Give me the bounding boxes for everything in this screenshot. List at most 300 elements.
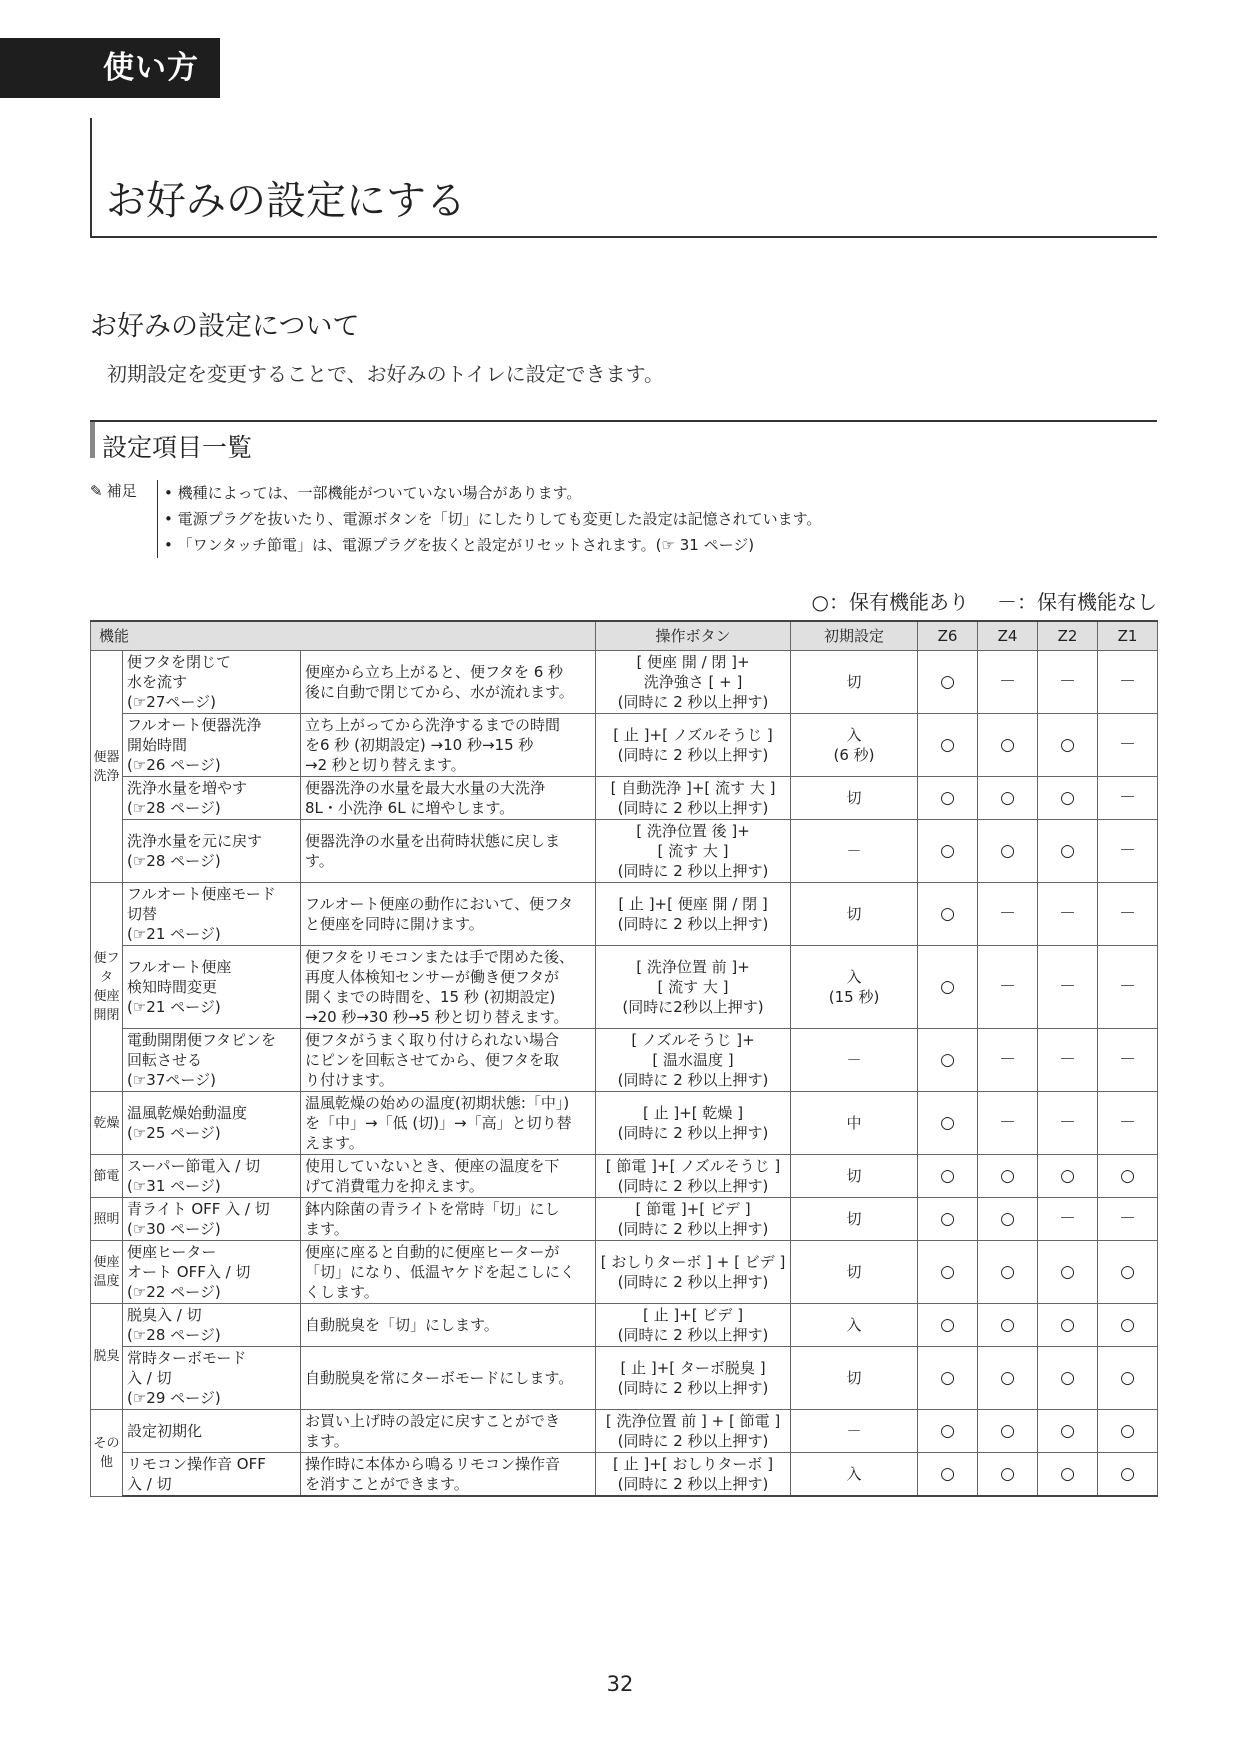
- z1-cell: [1098, 1347, 1158, 1410]
- z6-line: ○: [940, 1464, 955, 1484]
- z1-line: ○: [1120, 1464, 1135, 1484]
- header-z2: Z2: [1038, 621, 1098, 651]
- z2-cell: [1038, 1347, 1098, 1410]
- default-cell: [791, 820, 918, 883]
- function-name-line: 水を流す: [127, 673, 188, 691]
- category-line: 照明: [93, 1211, 120, 1227]
- note-item: • 機種によっては、一部機能がついていない場合があります。: [164, 480, 984, 506]
- function-name-line: (☞22 ページ): [127, 1283, 221, 1301]
- z6-cell: [918, 1347, 978, 1410]
- function-name-line: リモコン操作音 OFF: [127, 1455, 266, 1473]
- z2-cell: [1038, 1155, 1098, 1198]
- default-line: 切: [846, 1210, 862, 1228]
- note-label: 補足: [106, 482, 137, 500]
- description-line: 便座から立ち上がると、便フタを 6 秒: [305, 663, 564, 681]
- z4-cell: [978, 777, 1038, 820]
- z4-cell: [978, 1029, 1038, 1092]
- description-line: 便座に座ると自動的に便座ヒーターが: [305, 1243, 560, 1261]
- z6-cell: [918, 651, 978, 714]
- default-line: 入: [846, 726, 862, 744]
- function-name-line: (☞28 ページ): [127, 799, 221, 817]
- button-line: (同時に 2 秒以上押す): [617, 1475, 769, 1493]
- function-name-line: 洗浄水量を増やす: [127, 779, 248, 797]
- function-name-line: (☞25 ページ): [127, 1124, 221, 1142]
- description-line: 便フタがうまく取り付けられない場合: [305, 1031, 559, 1049]
- z2-cell: [1038, 1092, 1098, 1155]
- button-cell: [596, 1092, 791, 1155]
- function-name-cell: [123, 820, 301, 883]
- legend: [812, 586, 1157, 615]
- subtitle: お好みの設定について: [90, 311, 360, 342]
- category-cell: [91, 883, 123, 1092]
- category-cell: [91, 651, 123, 883]
- function-name-cell: [123, 651, 301, 714]
- settings-table: [90, 620, 1158, 1497]
- button-cell: [596, 651, 791, 714]
- default-cell: [791, 777, 918, 820]
- pencil-icon: ✎: [90, 482, 103, 500]
- z4-cell: [978, 1453, 1038, 1497]
- z2-line: －: [1059, 904, 1077, 924]
- z6-cell: [918, 1198, 978, 1241]
- table-row: [91, 1241, 1158, 1304]
- default-cell: [791, 1453, 918, 1497]
- button-line: [ 止 ]+[ ターボ脱臭 ]: [620, 1359, 766, 1377]
- button-line: [ 節電 ]+[ ビデ ]: [635, 1200, 751, 1218]
- z2-cell: [1038, 820, 1098, 883]
- z4-line: －: [999, 1113, 1017, 1133]
- description-line: と便座を同時に開けます。: [305, 915, 484, 933]
- table-row: [91, 1155, 1158, 1198]
- z6-cell: [918, 1092, 978, 1155]
- z1-line: －: [1119, 672, 1137, 692]
- description-cell: [301, 714, 596, 777]
- button-cell: [596, 1347, 791, 1410]
- button-line: (同時に 2 秒以上押す): [617, 915, 769, 933]
- table-row: [91, 1453, 1158, 1497]
- table-row: [91, 714, 1158, 777]
- z4-line: －: [999, 977, 1017, 997]
- description-cell: [301, 1092, 596, 1155]
- description-cell: [301, 1453, 596, 1497]
- description-cell: [301, 1410, 596, 1453]
- z6-cell: [918, 1453, 978, 1497]
- function-name-line: フルオート便器洗浄: [127, 716, 262, 734]
- function-name-cell: [123, 1347, 301, 1410]
- table-header-row: [91, 621, 1158, 651]
- z2-line: ○: [1060, 1315, 1075, 1335]
- z2-line: －: [1059, 672, 1077, 692]
- description-line: ます。: [305, 1220, 349, 1238]
- function-name-cell: [123, 1198, 301, 1241]
- default-line: －: [846, 1422, 862, 1440]
- default-cell: [791, 1198, 918, 1241]
- button-cell: [596, 714, 791, 777]
- category-line: 乾燥: [93, 1115, 120, 1131]
- button-line: (同時に 2 秒以上押す): [617, 1220, 769, 1238]
- section-marker: [90, 422, 95, 458]
- default-line: 中: [846, 1114, 862, 1132]
- default-cell: [791, 883, 918, 946]
- button-cell: [596, 1304, 791, 1347]
- button-line: [ 節電 ]+[ ノズルそうじ ]: [605, 1157, 781, 1175]
- z1-cell: [1098, 1092, 1158, 1155]
- z2-cell: [1038, 946, 1098, 1029]
- header-z6: Z6: [918, 621, 978, 651]
- description-line: を6 秒 (初期設定) →10 秒→15 秒: [305, 736, 534, 754]
- button-line: [ おしりターボ ] + [ ビデ ]: [600, 1253, 786, 1271]
- function-name-cell: [123, 1155, 301, 1198]
- z1-cell: [1098, 714, 1158, 777]
- page-title: お好みの設定にする: [106, 178, 466, 224]
- z2-cell: [1038, 1453, 1098, 1497]
- description-line: にピンを回転させてから、便フタを取: [305, 1051, 559, 1069]
- note-header: [90, 480, 154, 501]
- function-name-line: 設定初期化: [127, 1422, 203, 1440]
- function-name-line: 検知時間変更: [127, 978, 218, 996]
- function-name-cell: [123, 1092, 301, 1155]
- default-cell: [791, 1092, 918, 1155]
- default-cell: [791, 1029, 918, 1092]
- function-name-cell: [123, 1410, 301, 1453]
- button-cell: [596, 1198, 791, 1241]
- table-row: [91, 777, 1158, 820]
- function-name-cell: [123, 1453, 301, 1497]
- function-name-line: (☞31 ページ): [127, 1177, 221, 1195]
- z1-cell: [1098, 946, 1158, 1029]
- button-line: [ 止 ]+[ 便座 開 / 閉 ]: [618, 895, 768, 913]
- description-line: 「切」になり、低温ヤケドを起こしにく: [305, 1263, 576, 1281]
- description-line: 再度人体検知センサーが働き便フタが: [305, 968, 559, 986]
- z6-cell: [918, 714, 978, 777]
- z1-cell: [1098, 1410, 1158, 1453]
- default-cell: [791, 1304, 918, 1347]
- description-cell: [301, 651, 596, 714]
- function-name-line: 便フタを閉じて: [127, 653, 231, 671]
- description-line: 自動脱臭を「切」にします。: [305, 1316, 499, 1334]
- header-button: 操作ボタン: [596, 621, 791, 651]
- header-z4: Z4: [978, 621, 1038, 651]
- table-row: [91, 820, 1158, 883]
- z4-cell: [978, 1092, 1038, 1155]
- table-row: [91, 651, 1158, 714]
- z6-line: ○: [940, 1209, 955, 1229]
- category-cell: [91, 1155, 123, 1198]
- z2-cell: [1038, 714, 1098, 777]
- z6-line: ○: [940, 977, 955, 997]
- page-title-box: [90, 118, 1157, 238]
- z2-line: －: [1059, 977, 1077, 997]
- description-line: くします。: [305, 1283, 379, 1301]
- z4-line: ○: [1000, 1368, 1015, 1388]
- z6-cell: [918, 946, 978, 1029]
- category-line: 便器: [93, 749, 120, 765]
- button-line: [ 流す 大 ]: [657, 978, 729, 996]
- z4-line: ○: [1000, 1209, 1015, 1229]
- description-line: 8L・小洗浄 6L に増やします。: [305, 799, 515, 817]
- function-name-line: (☞27ページ): [127, 693, 216, 711]
- description-line: お買い上げ時の設定に戻すことができ: [305, 1412, 561, 1430]
- z6-line: ○: [940, 904, 955, 924]
- z6-cell: [918, 1304, 978, 1347]
- default-line: 切: [846, 1369, 862, 1387]
- function-name-cell: [123, 1241, 301, 1304]
- description-cell: [301, 777, 596, 820]
- z2-cell: [1038, 651, 1098, 714]
- z4-cell: [978, 1347, 1038, 1410]
- default-cell: [791, 1410, 918, 1453]
- z4-cell: [978, 1410, 1038, 1453]
- z4-cell: [978, 1155, 1038, 1198]
- function-name-line: スーパー節電入 / 切: [127, 1157, 261, 1175]
- category-cell: [91, 1198, 123, 1241]
- table-row: [91, 1347, 1158, 1410]
- description-cell: [301, 1029, 596, 1092]
- description-cell: [301, 1304, 596, 1347]
- function-name-line: 常時ターボモード: [127, 1349, 247, 1367]
- button-line: (同時に 2 秒以上押す): [617, 799, 769, 817]
- z1-line: －: [1119, 1209, 1137, 1229]
- function-name-line: 脱臭入 / 切: [127, 1306, 202, 1324]
- default-line: 切: [846, 789, 862, 807]
- default-line: (6 秒): [833, 746, 875, 764]
- description-line: 後に自動で閉じてから、水が流れます。: [305, 683, 574, 701]
- z6-cell: [918, 1241, 978, 1304]
- button-cell: [596, 1241, 791, 1304]
- button-cell: [596, 1155, 791, 1198]
- description-cell: [301, 1241, 596, 1304]
- button-line: (同時に 2 秒以上押す): [617, 693, 769, 711]
- button-line: 洗浄強さ [ + ]: [643, 673, 743, 691]
- description-line: 温風乾燥の始めの温度(初期状態:「中」): [305, 1094, 570, 1112]
- z1-line: －: [1119, 788, 1137, 808]
- z1-cell: [1098, 1453, 1158, 1497]
- z6-cell: [918, 777, 978, 820]
- category-cell: [91, 1304, 123, 1410]
- z6-cell: [918, 1410, 978, 1453]
- z1-cell: [1098, 1241, 1158, 1304]
- button-line: (同時に 2 秒以上押す): [617, 1326, 769, 1344]
- table-row: [91, 1304, 1158, 1347]
- description-line: 自動脱臭を常にターボモードにします。: [305, 1369, 574, 1387]
- z4-line: ○: [1000, 788, 1015, 808]
- note-list: [157, 480, 984, 558]
- z1-line: －: [1119, 1050, 1137, 1070]
- default-cell: [791, 714, 918, 777]
- default-cell: [791, 651, 918, 714]
- category-line: 温度: [93, 1274, 120, 1289]
- z6-line: ○: [940, 1315, 955, 1335]
- table-body: [91, 651, 1158, 1497]
- table-row: [91, 946, 1158, 1029]
- z2-cell: [1038, 1198, 1098, 1241]
- section-title: 設定項目一覧: [102, 433, 253, 462]
- function-name-line: 電動開閉便フタピンを: [127, 1031, 276, 1049]
- function-name-line: フルオート便座: [127, 958, 232, 976]
- z4-cell: [978, 820, 1038, 883]
- note-item: • 「ワンタッチ節電」は、電源プラグを抜くと設定がリセットされます。(☞ 31 ページ): [164, 532, 984, 558]
- function-name-line: (☞29 ページ): [127, 1389, 221, 1407]
- function-name-line: 青ライト OFF 入 / 切: [127, 1200, 270, 1218]
- z2-line: ○: [1060, 1262, 1075, 1282]
- z6-line: ○: [940, 1050, 955, 1070]
- button-cell: [596, 820, 791, 883]
- default-line: 切: [846, 1167, 862, 1185]
- default-line: (15 秒): [828, 988, 880, 1006]
- category-line: その他: [93, 1435, 120, 1470]
- z6-line: ○: [940, 735, 955, 755]
- z2-line: －: [1059, 1050, 1077, 1070]
- z1-line: －: [1119, 841, 1137, 861]
- button-line: (同時に 2 秒以上押す): [617, 1177, 769, 1195]
- default-line: 入: [846, 968, 862, 986]
- button-cell: [596, 1410, 791, 1453]
- z2-line: ○: [1060, 841, 1075, 861]
- z1-cell: [1098, 777, 1158, 820]
- description-line: 便器洗浄の水量を出荷時状態に戻しま: [305, 832, 561, 850]
- function-name-line: (☞37ページ): [127, 1071, 216, 1089]
- z4-line: －: [999, 1050, 1017, 1070]
- function-name-cell: [123, 883, 301, 946]
- z4-line: －: [999, 904, 1017, 924]
- button-line: [ 止 ]+[ 乾燥 ]: [643, 1104, 744, 1122]
- z4-line: ○: [1000, 1166, 1015, 1186]
- z2-line: －: [1059, 1209, 1077, 1229]
- description-line: 開くまでの時間を、15 秒 (初期設定): [305, 988, 556, 1006]
- button-line: [ 自動洗浄 ]+[ 流す 大 ]: [610, 779, 776, 797]
- button-cell: [596, 883, 791, 946]
- z1-cell: [1098, 820, 1158, 883]
- description-line: 鉢内除菌の青ライトを常時「切」にし: [305, 1200, 560, 1218]
- z6-line: ○: [940, 1262, 955, 1282]
- z2-cell: [1038, 1029, 1098, 1092]
- z2-cell: [1038, 777, 1098, 820]
- description-line: 便フタをリモコンまたは手で閉めた後、: [305, 948, 574, 966]
- button-line: [ 温水温度 ]: [652, 1051, 734, 1069]
- description-line: り付けます。: [305, 1071, 394, 1089]
- z1-cell: [1098, 883, 1158, 946]
- z2-cell: [1038, 1304, 1098, 1347]
- section-heading: [90, 420, 1157, 460]
- button-cell: [596, 1453, 791, 1497]
- description-line: げて消費電力を抑えます。: [305, 1177, 484, 1195]
- description-line: ます。: [305, 1432, 349, 1450]
- category-line: 開閉: [93, 1008, 120, 1023]
- z6-cell: [918, 820, 978, 883]
- default-cell: [791, 1347, 918, 1410]
- default-cell: [791, 1241, 918, 1304]
- function-name-cell: [123, 1304, 301, 1347]
- description-cell: [301, 1198, 596, 1241]
- category-line: 便座: [93, 1255, 120, 1270]
- z6-line: ○: [940, 1421, 955, 1441]
- default-line: －: [846, 842, 862, 860]
- header-func: 機能: [91, 621, 596, 651]
- z1-line: －: [1119, 977, 1137, 997]
- table-row: [91, 1410, 1158, 1453]
- description-line: →20 秒→30 秒→5 秒と切り替えます。: [305, 1008, 569, 1026]
- function-name-line: 温風乾燥始動温度: [127, 1104, 248, 1122]
- z2-line: ○: [1060, 788, 1075, 808]
- button-line: (同時に 2 秒以上押す): [617, 1379, 769, 1397]
- description-cell: [301, 946, 596, 1029]
- description-cell: [301, 1155, 596, 1198]
- function-name-line: 便座ヒーター: [127, 1243, 217, 1261]
- description-line: →2 秒と切り替えます。: [305, 756, 466, 774]
- function-name-line: (☞21 ページ): [127, 998, 221, 1016]
- button-line: [ 流す 大 ]: [657, 842, 729, 860]
- default-line: 切: [846, 1263, 862, 1281]
- z2-line: ○: [1060, 1166, 1075, 1186]
- z6-cell: [918, 1155, 978, 1198]
- category-line: 便フタ: [93, 951, 120, 985]
- z1-cell: [1098, 1155, 1158, 1198]
- function-name-cell: [123, 1029, 301, 1092]
- category-line: 便座: [93, 989, 120, 1004]
- function-name-line: 洗浄水量を元に戻す: [127, 832, 263, 850]
- z2-line: ○: [1060, 1464, 1075, 1484]
- button-cell: [596, 777, 791, 820]
- z2-line: ○: [1060, 1368, 1075, 1388]
- button-line: [ 止 ]+[ おしりターボ ]: [613, 1455, 774, 1473]
- z6-line: ○: [940, 1368, 955, 1388]
- description-line: す。: [305, 852, 334, 870]
- function-name-cell: [123, 777, 301, 820]
- z6-cell: [918, 1029, 978, 1092]
- default-line: 入: [846, 1316, 862, 1334]
- z6-line: ○: [940, 1113, 955, 1133]
- description-cell: [301, 1347, 596, 1410]
- function-name-cell: [123, 946, 301, 1029]
- z2-line: －: [1059, 1113, 1077, 1133]
- default-line: 入: [846, 1465, 862, 1483]
- default-line: 切: [846, 905, 862, 923]
- button-line: [ 便座 開 / 閉 ]+: [636, 653, 750, 671]
- z2-cell: [1038, 883, 1098, 946]
- button-line: [ 止 ]+[ ビデ ]: [643, 1306, 744, 1324]
- description-line: 立ち上がってから洗浄するまでの時間: [305, 716, 561, 734]
- description-line: を「中」→「低 (切)」→「高」と切り替: [305, 1114, 572, 1132]
- button-cell: [596, 1029, 791, 1092]
- z2-line: ○: [1060, 1421, 1075, 1441]
- z1-line: ○: [1120, 1262, 1135, 1282]
- category-cell: [91, 1410, 123, 1497]
- function-name-line: (☞28 ページ): [127, 852, 221, 870]
- z1-line: －: [1119, 735, 1137, 755]
- table-row: [91, 1029, 1158, 1092]
- z2-cell: [1038, 1241, 1098, 1304]
- z1-line: ○: [1120, 1166, 1135, 1186]
- z1-cell: [1098, 1304, 1158, 1347]
- note-item: • 電源プラグを抜いたり、電源ボタンを「切」にしたりしても変更した設定は記憶されています。: [164, 506, 984, 532]
- default-line: －: [846, 1051, 862, 1069]
- table-row: [91, 883, 1158, 946]
- description-line: フルオート便座の動作において、便フタ: [305, 895, 574, 913]
- function-name-line: (☞30 ページ): [127, 1220, 221, 1238]
- category-cell: [91, 1092, 123, 1155]
- legend-none: －：保有機能なし: [997, 590, 1157, 614]
- description-cell: [301, 820, 596, 883]
- z4-cell: [978, 1304, 1038, 1347]
- z6-line: ○: [940, 788, 955, 808]
- z4-line: ○: [1000, 1315, 1015, 1335]
- function-name-line: (☞28 ページ): [127, 1326, 221, 1344]
- default-cell: [791, 1155, 918, 1198]
- function-name-line: (☞26 ページ): [127, 756, 221, 774]
- section-tab: 使い方: [0, 38, 220, 98]
- button-line: (同時に 2 秒以上押す): [617, 746, 769, 764]
- z4-line: ○: [1000, 1262, 1015, 1282]
